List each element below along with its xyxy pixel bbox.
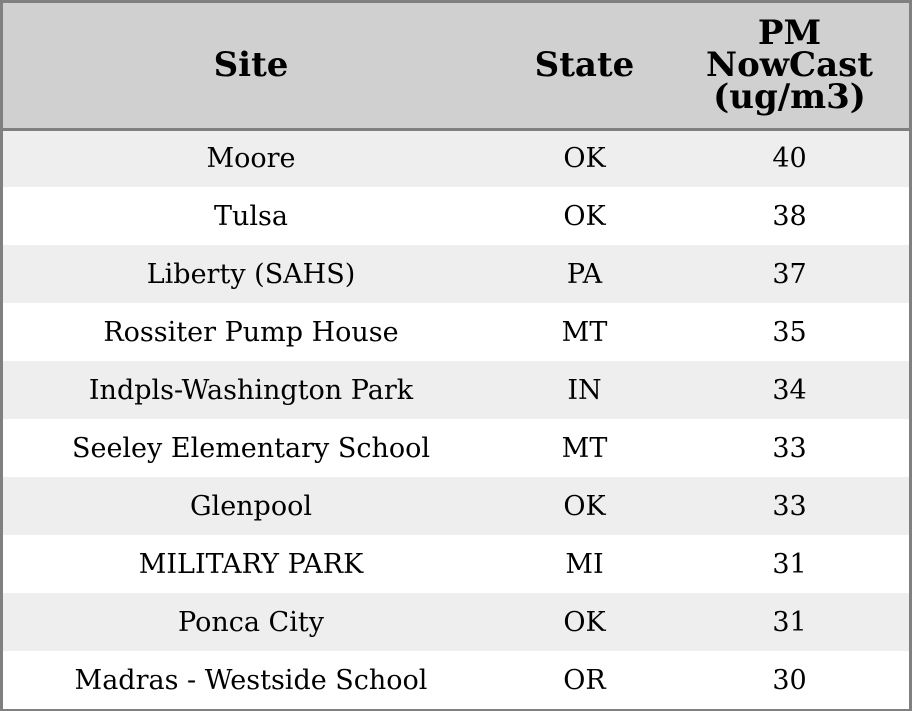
pm-value-cell: 40	[772, 143, 807, 175]
pm-nowcast-table	[3, 3, 909, 709]
header-pm-nowcast	[670, 3, 909, 129]
header-state-line: State	[534, 45, 635, 86]
header-row	[3, 3, 909, 129]
site-cell: Rossiter Pump House	[103, 316, 399, 348]
table-row	[3, 187, 909, 245]
header-pm-line-1: PM	[757, 13, 822, 54]
header-pm-line-3: (ug/m3)	[713, 77, 866, 118]
state-cell: OK	[563, 200, 606, 232]
table-row	[3, 303, 909, 361]
table-row	[3, 651, 909, 709]
header-site	[3, 3, 499, 129]
table-row	[3, 419, 909, 477]
table-row	[3, 245, 909, 303]
state-cell: MI	[565, 548, 604, 580]
pm-value-cell: 34	[772, 374, 807, 406]
site-cell: Glenpool	[189, 490, 312, 522]
site-cell: Moore	[206, 143, 296, 175]
pm-value-cell: 33	[772, 490, 807, 522]
state-cell: MT	[561, 316, 608, 348]
table-body	[3, 129, 909, 709]
pm-value-cell: 31	[772, 606, 807, 638]
pm-value-cell: 33	[772, 432, 807, 464]
site-cell: Madras - Westside School	[74, 664, 428, 696]
site-cell: Ponca City	[178, 606, 324, 638]
state-cell: OK	[563, 606, 606, 638]
pm-value-cell: 37	[772, 258, 807, 290]
site-cell: Indpls-Washington Park	[88, 374, 414, 406]
state-cell: MT	[561, 432, 608, 464]
site-cell: MILITARY PARK	[138, 548, 364, 580]
table-header	[3, 3, 909, 129]
table-row	[3, 129, 909, 187]
table-row	[3, 593, 909, 651]
pm-value-cell: 35	[772, 316, 807, 348]
state-cell: OK	[563, 490, 606, 522]
header-state	[499, 3, 670, 129]
table-row	[3, 535, 909, 593]
pm-value-cell: 31	[772, 548, 807, 580]
state-cell: OK	[563, 143, 606, 175]
site-cell: Tulsa	[214, 200, 288, 232]
state-cell: OR	[563, 664, 606, 696]
header-site-line: Site	[213, 45, 289, 86]
header-pm-line-2: NowCast	[706, 45, 873, 86]
state-cell: IN	[567, 374, 602, 406]
table-row	[3, 361, 909, 419]
table-row	[3, 477, 909, 535]
site-cell: Liberty (SAHS)	[146, 258, 356, 290]
state-cell: PA	[566, 258, 603, 290]
site-cell: Seeley Elementary School	[71, 432, 431, 464]
pm-value-cell: 30	[772, 664, 807, 696]
pm-value-cell: 38	[772, 200, 807, 232]
